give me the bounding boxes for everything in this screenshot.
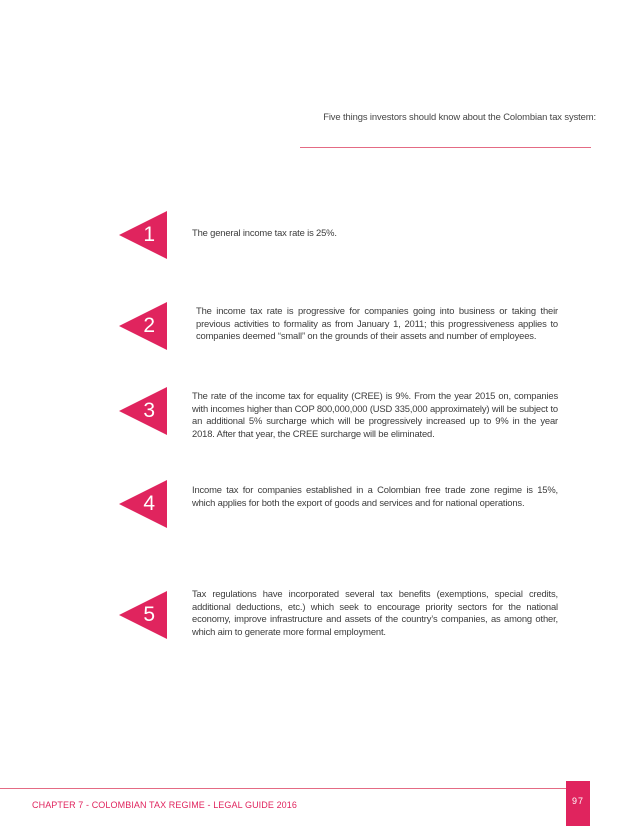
item-text-4: Income tax for companies established in a Colombian free trade zone regime is 15%, which applies for both the export of goods and services and for national operations. — [192, 484, 558, 508]
item-text-5: Tax regulations have incorporated several tax benefits (exemptions, special credits, additional deductions, etc.) which seek to encourage priority sectors for the national economy, improve infrastructure and assets of the country’s companies, as among other, which aim to generate more formal employment. — [192, 588, 558, 637]
footer-divider — [0, 788, 566, 789]
footer-chapter-label: CHAPTER 7 - COLOMBIAN TAX REGIME - LEGAL GUIDE 2016 — [32, 800, 298, 810]
item-number-1: 1 — [143, 223, 155, 246]
page-number: 97 — [571, 796, 584, 806]
item-number-2: 2 — [143, 314, 155, 337]
item-text-2: The income tax rate is progressive for companies going into business or taking their previous activities to formality as from January 1, 2011; this progressiveness applies to companies deemed “small” on the grounds of their assets and number of employees. — [196, 305, 558, 342]
item-number-3: 3 — [143, 399, 155, 422]
item-number-4: 4 — [143, 492, 155, 515]
heading-divider — [300, 147, 591, 148]
item-text-3: The rate of the income tax for equality (CREE) is 9%. From the year 2015 on, companies with incomes higher than COP 800,000,000 (USD 335,000 approximately) will be subject to an additional 5% surcharge which will be progressively increased up to 9% in the year 2018. After that year, the CREE surcharge will be eliminated. — [192, 390, 558, 439]
item-marker-4 — [119, 480, 167, 528]
item-marker-1 — [119, 211, 167, 259]
item-marker-5 — [119, 591, 167, 639]
item-marker-2 — [119, 302, 167, 350]
item-marker-3 — [119, 387, 167, 435]
item-number-5: 5 — [143, 603, 155, 626]
section-heading: Five things investors should know about the Colombian tax system: — [323, 111, 596, 122]
item-text-1: The general income tax rate is 25%. — [192, 227, 337, 238]
